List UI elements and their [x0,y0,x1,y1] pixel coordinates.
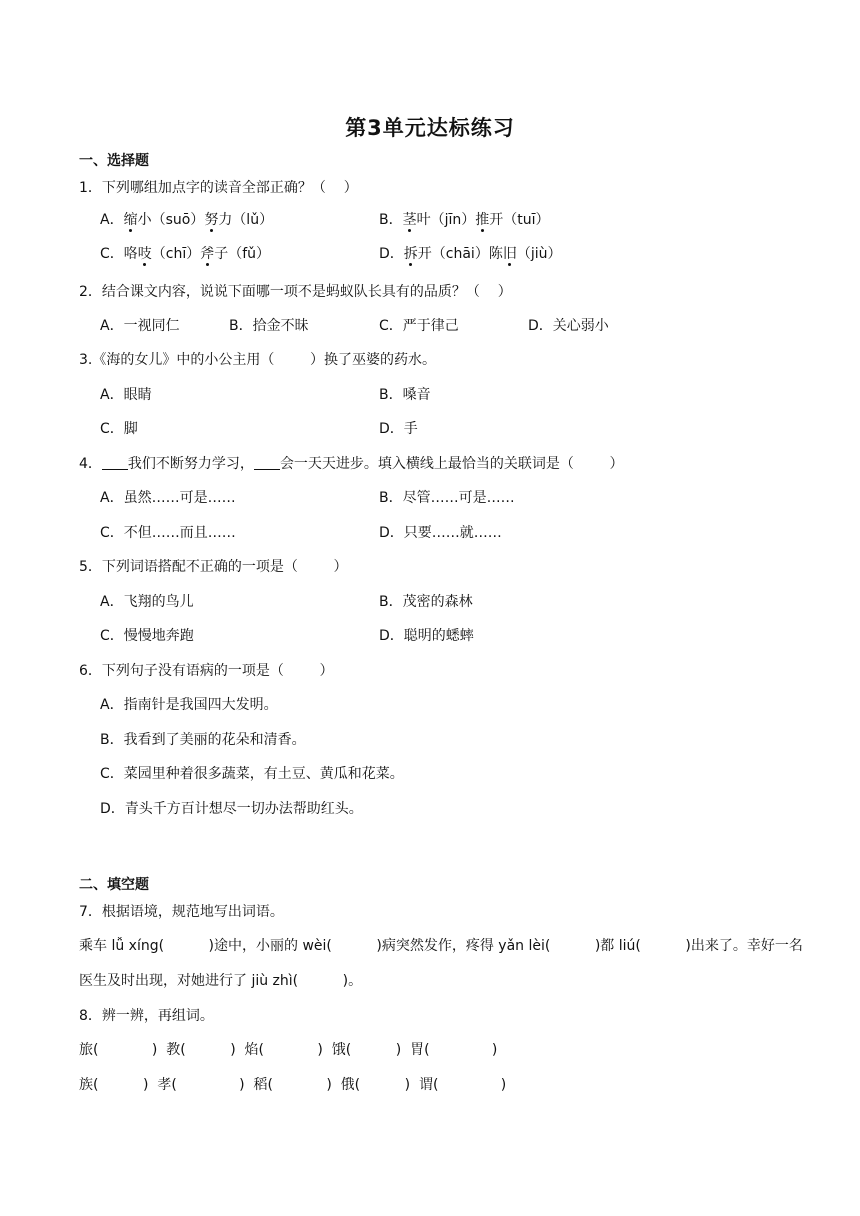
question-4-stem: 4． 我们不断努力学习， 会一天天进步。填入横线上最恰当的关联词是（ ） [79,456,624,472]
q3-option-d: D．手 [379,421,418,437]
q3-option-b: B．嗓音 [379,387,431,403]
question-3-stem: 3.《海的女儿》中的小公主用（ ）换了巫婆的药水。 [79,352,436,368]
q1-option-b: B．茎叶（jīn）推开（tuī） [379,212,550,228]
question-2-stem: 2．结合课文内容，说说下面哪一项不是蚂蚁队长具有的品质？（ ） [79,284,512,300]
emphasis-dot-char: 茎 [402,212,417,228]
q1-option-d: D．拆开（chāi）陈旧（jiù） [379,246,562,262]
q6-option-d: D．青头千方百计想尽一切办法帮助红头。 [100,801,363,817]
fill-blank-line [254,455,280,470]
emphasis-dot-char: 推 [475,212,490,228]
question-8-row-2: 族( ) 孝( ) 稻( ) 俄( ) 谓( ) [79,1077,507,1093]
q3-option-c: C．脚 [100,421,138,437]
q6-option-a: A．指南针是我国四大发明。 [100,697,278,713]
question-8-stem: 8．辨一辨，再组词。 [79,1008,214,1024]
q4-option-a: A．虽然……可是…… [100,490,236,506]
q1-option-a: A．缩小（suō）努力（lǔ） [100,212,274,228]
q2-option-d: D．关心弱小 [528,318,609,334]
question-5-stem: 5．下列词语搭配不正确的一项是（ ） [79,559,348,575]
emphasis-dot-char: 吱 [137,246,152,262]
question-1-stem: 1．下列哪组加点字的读音全部正确？（ ） [79,180,358,196]
q4-option-c: C．不但……而且…… [100,525,236,541]
emphasis-dot-char: 缩 [123,212,138,228]
question-7-text-line-2: 医生及时出现，对她进行了 jiù zhì( )。 [79,973,363,989]
q5-option-d: D．聪明的蟋蟀 [379,628,474,644]
question-7-stem: 7．根据语境，规范地写出词语。 [79,904,284,920]
q6-option-c: C．菜园里种着很多蔬菜，有土豆、黄瓜和花菜。 [100,766,404,782]
q4-option-b: B．尽管……可是…… [379,490,515,506]
question-7-text-line-1: 乘车 lǚ xíng( )途中，小丽的 wèi( )病突然发作，疼得 yǎn lèi( )都 liú( )出来了。幸好一名 [79,938,803,954]
q5-option-c: C．慢慢地奔跑 [100,628,194,644]
q5-option-b: B．茂密的森林 [379,594,473,610]
q4-option-d: D．只要……就…… [379,525,502,541]
page-title: 第3单元达标练习 [345,116,515,140]
emphasis-dot-char: 斧 [200,246,215,262]
emphasis-dot-char: 旧 [502,246,517,262]
q2-option-c: C．严于律己 [379,318,459,334]
q6-option-b: B．我看到了美丽的花朵和清香。 [100,732,306,748]
emphasis-dot-char: 努 [204,212,219,228]
q2-option-a: A．一视同仁 [100,318,180,334]
q1-option-c: C．咯吱（chī）斧子（fǔ） [100,246,271,262]
emphasis-dot-char: 拆 [403,246,418,262]
q2-option-b: B．拾金不昧 [229,318,309,334]
q5-option-a: A．飞翔的鸟儿 [100,594,194,610]
question-8-row-1: 旅( ) 教( ) 焰( ) 饿( ) 胃( ) [79,1042,498,1058]
fill-blank-line [102,455,128,470]
question-6-stem: 6．下列句子没有语病的一项是（ ） [79,663,334,679]
section-heading-fill: 二、填空题 [79,877,149,893]
q3-option-a: A．眼睛 [100,387,152,403]
section-heading-choice: 一、选择题 [79,153,149,169]
